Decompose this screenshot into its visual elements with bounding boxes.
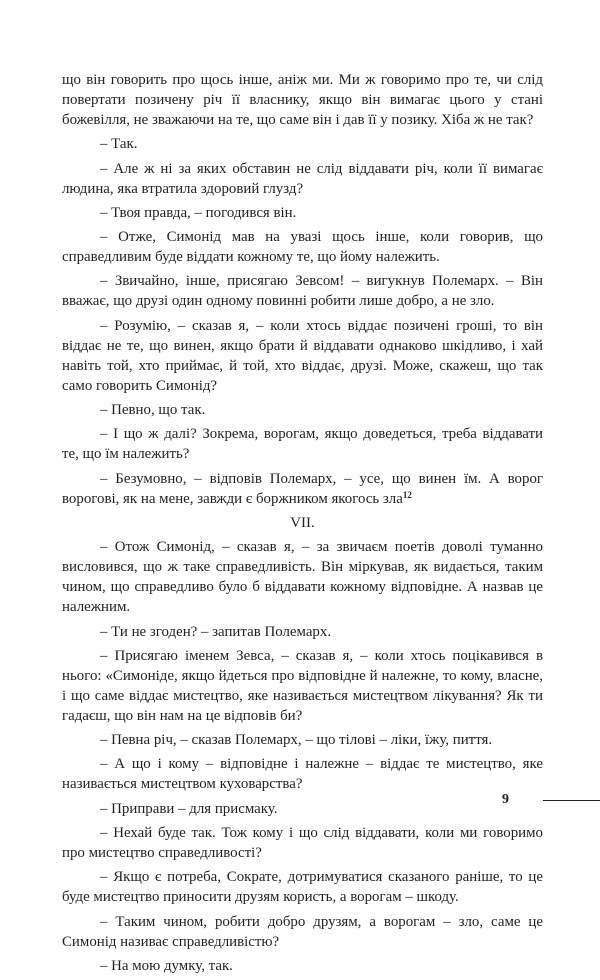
page-number-rule — [543, 800, 600, 801]
paragraph — [62, 730, 543, 750]
paragraph-text: – Отже, Симонід мав на увазі щось інше, коли говорив, що справедливим буде віддати кожному те, що йому належить. — [62, 229, 543, 266]
paragraph — [62, 271, 543, 311]
paragraph — [62, 400, 543, 420]
paragraph-text: – Певна річ, – сказав Полемарх, – що тілові – ліки, їжу, пиття. — [100, 732, 493, 749]
paragraph-text: – Приправи – для присмаку. — [100, 800, 278, 817]
paragraph-text: – Присягаю іменем Зевса, – сказав я, – коли хтось поцікавився в нього: «Симоніде, якщо йдеться про відповідне й належне, то кому, власне, і що саме віддає мистецтво, яке називається мистецтвом лікування? Як ти гадаєш, що він нам на це відповів би? — [62, 647, 543, 724]
section-heading: VII. — [290, 514, 315, 531]
paragraph — [62, 134, 543, 154]
paragraph-text: – На мою думку, так. — [100, 957, 233, 974]
paragraph-text: – Звичайно, інше, присягаю Зевсом! – вигукнув Полемарх. – Він вважає, що друзі один одному повинні робити лише добро, а не зло. — [62, 273, 543, 310]
paragraph — [62, 424, 543, 464]
paragraph — [62, 159, 543, 199]
paragraph-text: – Нехай буде так. Тож кому і що слід віддавати, коли ми говоримо про мистецтво справедливості? — [62, 825, 543, 862]
paragraph — [62, 70, 543, 130]
paragraph — [62, 823, 543, 863]
paragraph — [62, 622, 543, 642]
paragraph — [62, 469, 543, 509]
paragraph — [62, 867, 543, 907]
footnote-marker: 12 — [402, 489, 412, 500]
paragraph-text: – Безумовно, – відповів Полемарх, – усе, що винен їм. А ворог ворогові, як на мене, завжди є боржником якогось зла — [62, 470, 543, 507]
paragraph-text: – Так. — [100, 136, 138, 153]
paragraph — [62, 203, 543, 223]
paragraph-text: – Твоя правда, – погодився він. — [100, 204, 297, 221]
paragraph — [62, 227, 543, 267]
paragraph-text: – Таким чином, робити добро друзям, а ворогам – зло, саме це Симонід називає справедливістю? — [62, 913, 543, 950]
paragraph — [62, 537, 543, 617]
paragraph-text: що він говорить про щось інше, аніж ми. Ми ж говоримо про те, чи слід повертати позичену річ її власнику, якщо він вимагає цього у стані божевілля, не зважаючи на те, що саме він і дав її у позику. Хіба ж не так? — [62, 72, 543, 128]
paragraph-text: – Якщо є потреба, Сократе, дотримуватися сказаного раніше, то це буде мистецтво приносити друзям користь, а ворогам – шкоду. — [62, 869, 543, 906]
page-number: 9 — [502, 792, 509, 807]
paragraph — [62, 956, 543, 976]
paragraph-text: – Певно, що так. — [100, 402, 206, 419]
page-body — [62, 70, 543, 980]
paragraph — [62, 912, 543, 952]
paragraph-text: – І що ж далі? Зокрема, ворогам, якщо доведеться, треба віддавати те, що їм належить? — [62, 426, 543, 463]
paragraph — [62, 646, 543, 726]
paragraph-text: – Ти не згоден? – запитав Полемарх. — [100, 623, 332, 640]
paragraph-text: – Але ж ні за яких обставин не слід віддавати річ, коли її вимагає людина, яка втратила здоровий глузд? — [62, 160, 543, 197]
paragraph-text: – Отож Симонід, – сказав я, – за звичаєм поетів доволі туманно висловився, що ж таке справедливість. Він міркував, як видається, таким чином, що справедливо було б віддавати кожному відповідне. А назвав це належним. — [62, 539, 543, 616]
paragraph — [62, 754, 543, 794]
paragraph — [62, 799, 543, 819]
paragraph-text: – А що і кому – відповідне і належне – віддає те мистецтво, яке називається мистецтвом куховарства? — [62, 756, 543, 793]
paragraph-text: – Розумію, – сказав я, – коли хтось віддає позичені гроші, то він віддає не те, що винен, якщо брати й віддавати однаково шкідливо, і хай навіть той, хто приймає, й той, хто віддає, друзі. Може, скажеш, що так само говорить Симонід? — [62, 317, 543, 394]
paragraph — [62, 316, 543, 396]
